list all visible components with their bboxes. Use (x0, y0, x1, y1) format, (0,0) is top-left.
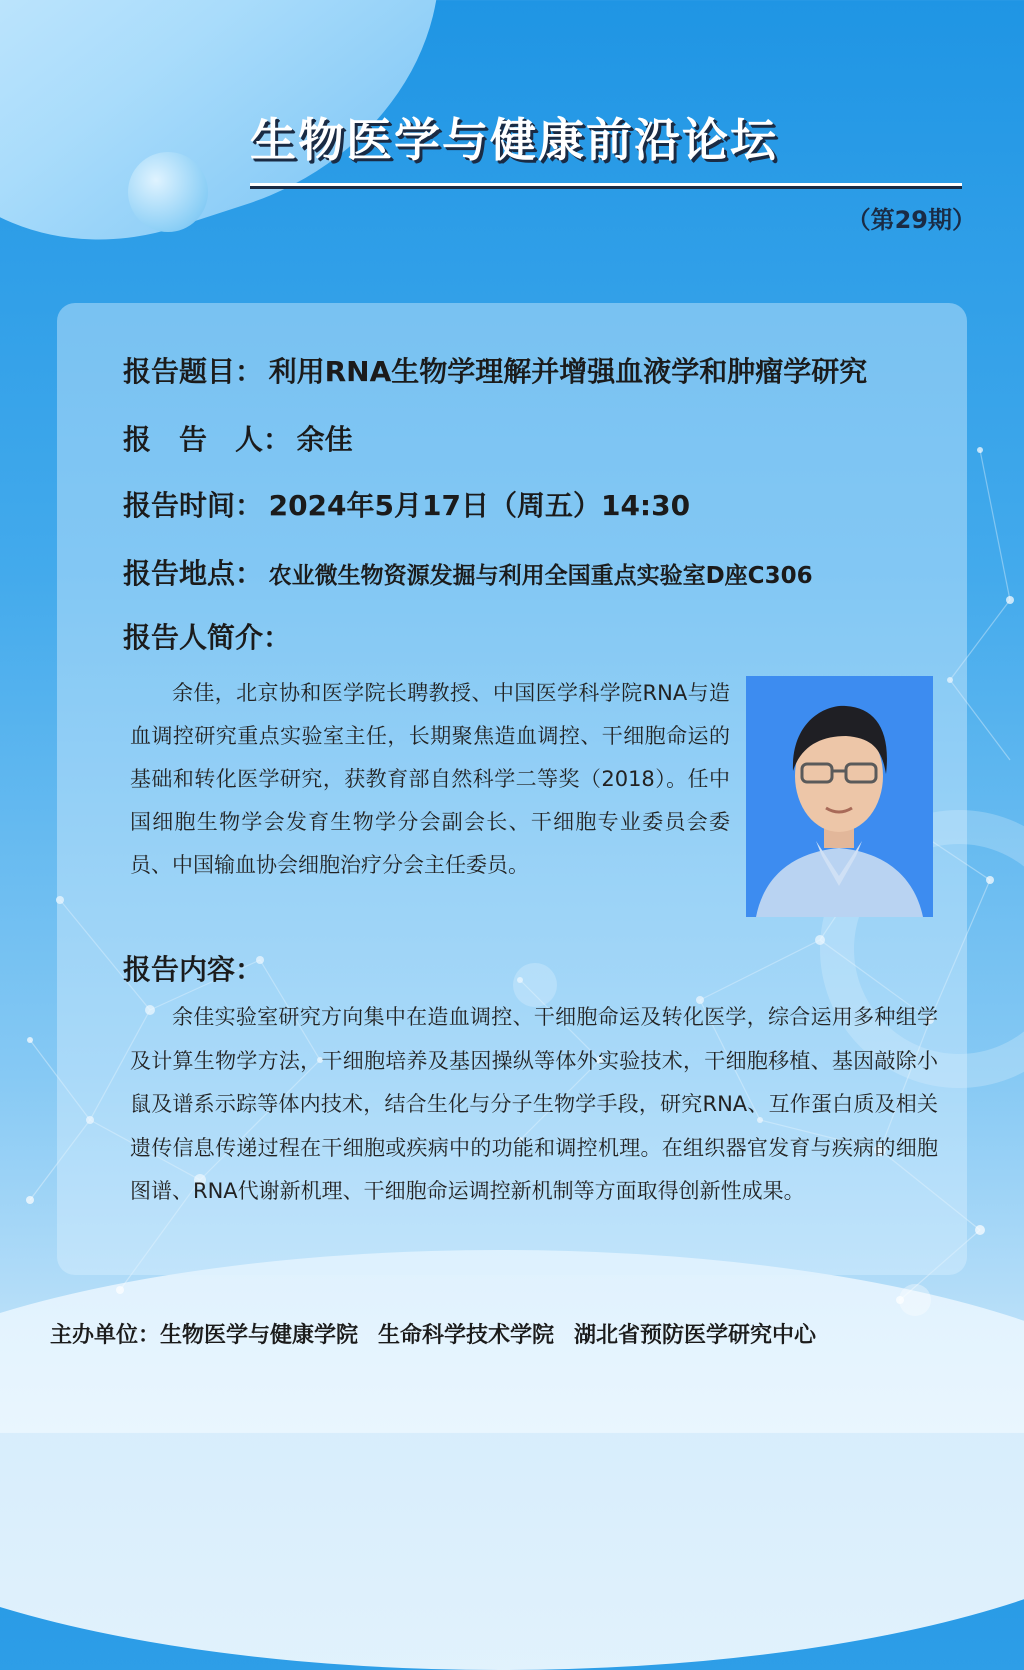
topic-row (123, 350, 867, 390)
bio-heading (123, 616, 291, 656)
organizers-label: 主办单位： (50, 1323, 161, 1348)
bio-text: 余佳，北京协和医学院长聘教授、中国医学科学院RNA与造血调控研究重点实验室主任，长期聚焦造血调控、干细胞命运的基础和转化医学研究，获教育部自然科学二等奖（2018）。任中国细胞生物学会发育生物学分会副会长、干细胞专业委员会委员、中国输血协会细胞治疗分会主任委员。 (130, 681, 730, 877)
time-label: 报告时间： (123, 489, 264, 522)
issue-number: （第29期） (846, 206, 976, 234)
bio-label: 报告人简介： (123, 621, 292, 654)
location-row (123, 552, 813, 592)
location-value: 农业微生物资源发掘与利用全国重点实验室D座C306 (268, 563, 813, 589)
topic-value: 利用RNA生物学理解并增强血液学和肿瘤学研究 (268, 355, 868, 388)
content-label: 报告内容： (123, 953, 264, 986)
title-underline (250, 183, 962, 189)
speaker-value: 余佳 (296, 423, 353, 456)
speaker-bio (130, 672, 730, 887)
content-text: 余佳实验室研究方向集中在造血调控、干细胞命运及转化医学，综合运用多种组学及计算生物学方法，干细胞培养及基因操纵等体外实验技术，干细胞移植、基因敲除小鼠及谱系示踪等体内技术，结合生化与分子生物学手段，研究RNA、互作蛋白质及相关遗传信息传递过程在干细胞或疾病中的功能和调控机理。在组织器官发育与疾病的细胞图谱、RNA代谢新机理、干细胞命运调控新机制等方面取得创新性成果。 (130, 1005, 938, 1203)
report-content (130, 996, 938, 1214)
time-row (123, 484, 690, 524)
speaker-label: 报 告 人： (123, 423, 292, 456)
time-value: 2024年5月17日（周五）14:30 (268, 489, 691, 522)
content-heading (123, 948, 263, 988)
page-title: 生物医学与健康前沿论坛 (250, 113, 778, 167)
speaker-photo (746, 676, 933, 917)
speaker-portrait-image (746, 676, 933, 917)
organizer-3: 湖北省预防医学研究中心 (574, 1323, 817, 1348)
organizer-2: 生命科学技术学院 (378, 1323, 555, 1348)
title-block (250, 105, 962, 189)
location-label: 报告地点： (123, 557, 264, 590)
speaker-row (123, 418, 353, 458)
topic-label: 报告题目： (123, 355, 264, 388)
organizer-1: 生物医学与健康学院 (160, 1323, 359, 1348)
organizers (50, 1318, 816, 1349)
